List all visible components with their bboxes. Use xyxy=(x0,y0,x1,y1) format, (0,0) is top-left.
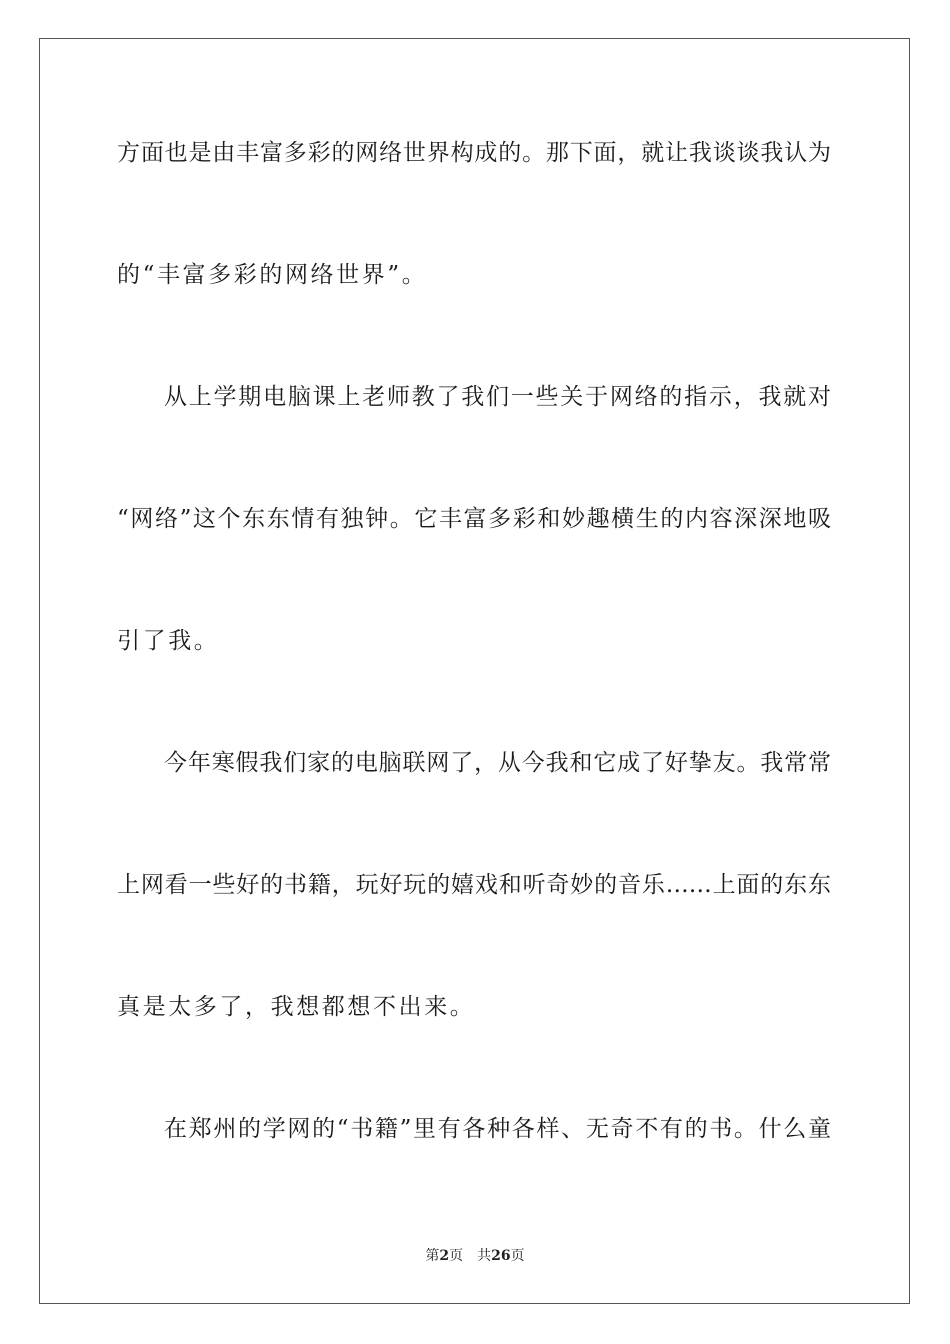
text-line-2: 的“丰富多彩的网络世界”。 xyxy=(117,262,428,288)
footer-total-suffix: 页 xyxy=(510,1248,525,1264)
paragraph-start-line-3: 从上学期电脑课上老师教了我们一些关于网络的指示，我就对 xyxy=(164,384,831,410)
footer-page-number: 2 xyxy=(439,1248,450,1264)
footer-page-prefix: 第 xyxy=(425,1248,440,1264)
paragraph-start-line-9: 在郑州的学网的“书籍”里有各种各样、无奇不有的书。什么童 xyxy=(164,1116,831,1142)
text-line-4: “网络”这个东东情有独钟。它丰富多彩和妙趣横生的内容深深地吸 xyxy=(117,506,831,532)
text-line-5: 引了我。 xyxy=(117,628,220,654)
text-line-7: 上网看一些好的书籍，玩好玩的嬉戏和听奇妙的音乐……上面的东东 xyxy=(117,872,831,898)
footer-total-prefix: 共 xyxy=(477,1248,492,1264)
footer-page-suffix: 页 xyxy=(449,1248,464,1264)
text-line-8: 真是太多了，我想都想不出来。 xyxy=(117,994,476,1020)
paragraph-start-line-6: 今年寒假我们家的电脑联网了，从今我和它成了好挚友。我常常 xyxy=(164,750,831,776)
text-line-1: 方面也是由丰富多彩的网络世界构成的。那下面，就让我谈谈我认为 xyxy=(117,140,831,166)
page-footer xyxy=(0,1247,950,1265)
footer-total-pages: 26 xyxy=(491,1248,511,1264)
